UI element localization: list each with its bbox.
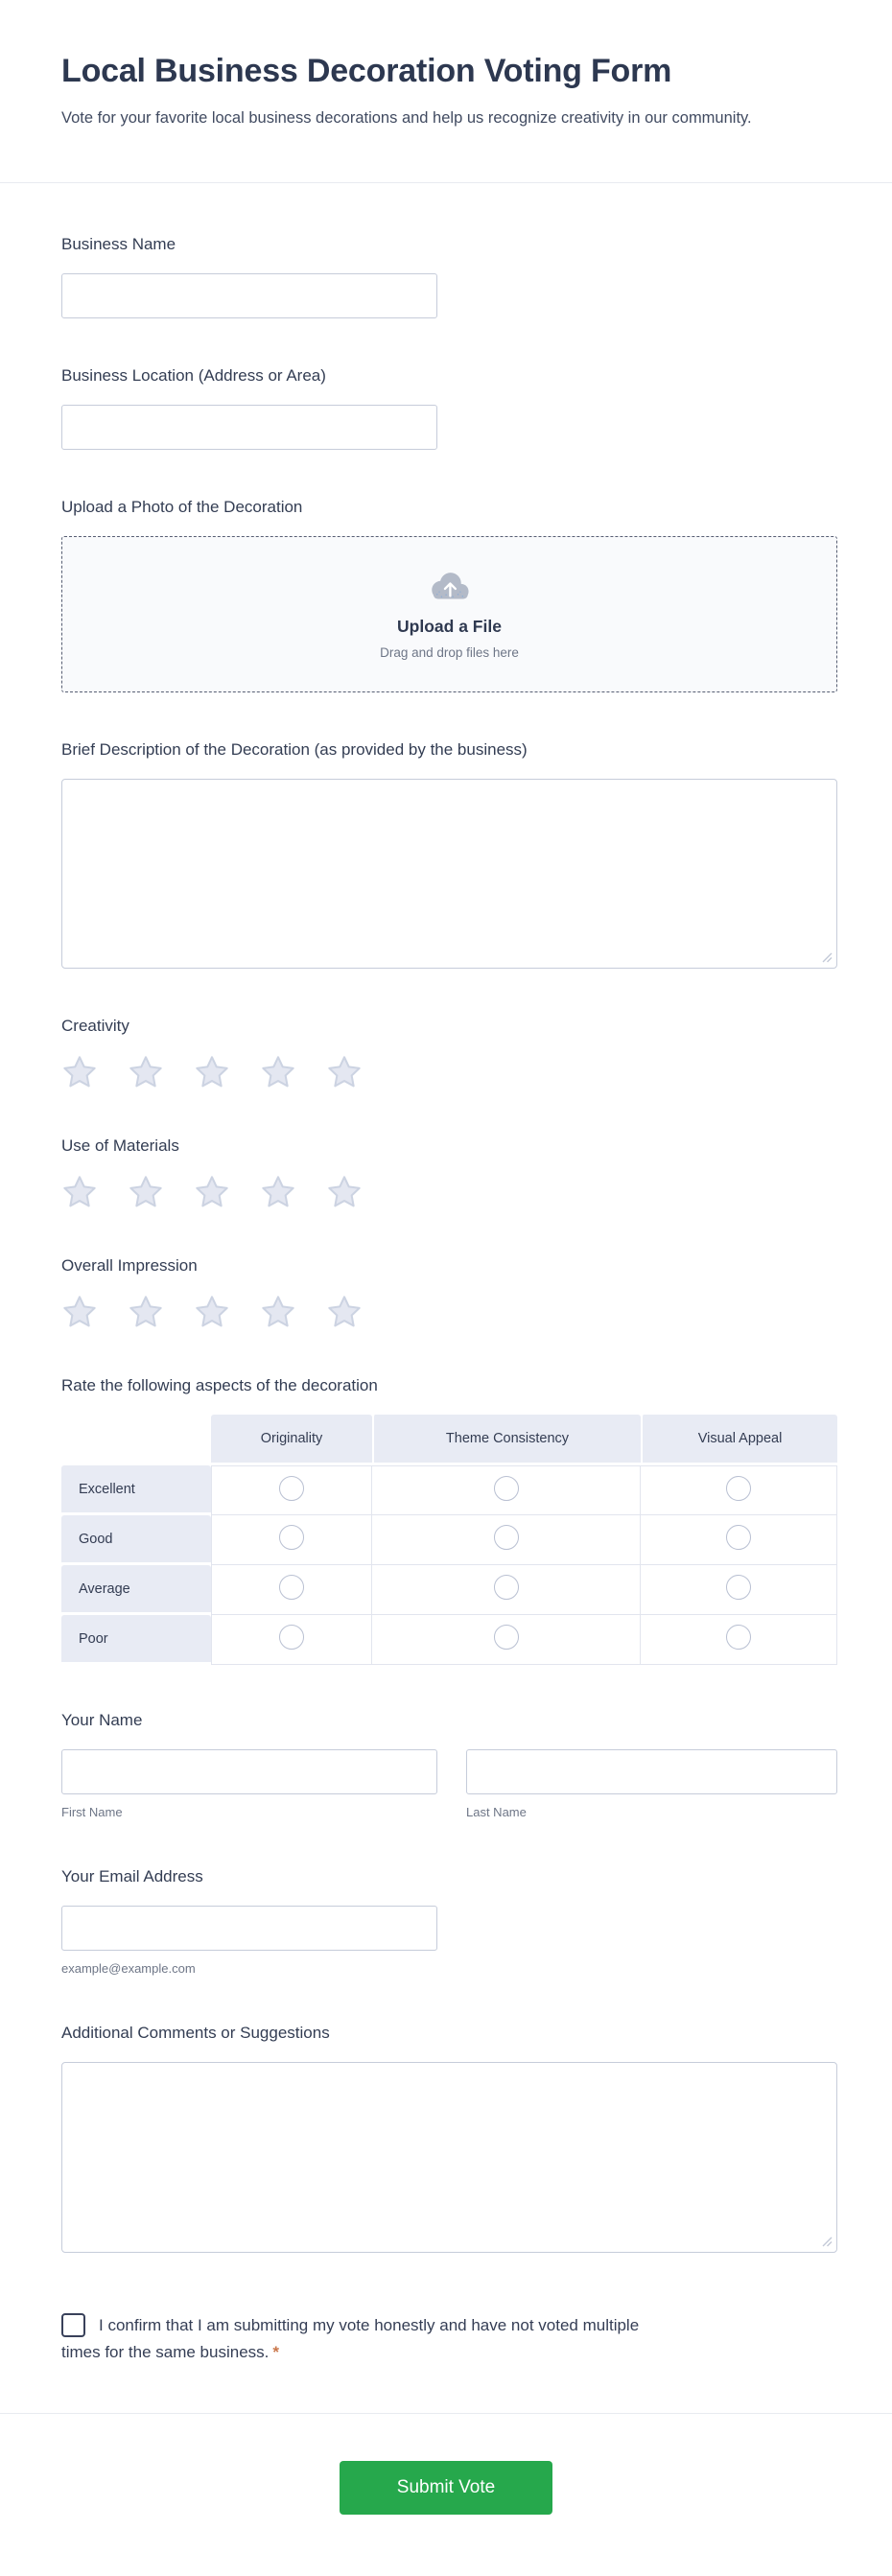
matrix-cell [372,1515,641,1565]
form-header [0,0,892,132]
confirm-text: I confirm that I am submitting my vote honestly and have not voted multiple times for the same business. [61,2316,640,2361]
business-name-input[interactable] [61,273,437,318]
business-location-label: Business Location (Address or Area) [61,366,326,385]
rating-overall-label: Overall Impression [61,1256,198,1275]
matrix-row-label: Good [61,1515,211,1565]
rating-matrix-table [61,1415,837,1665]
business-name-label: Business Name [61,235,176,253]
form-title: Local Business Decoration Voting Form [61,53,672,89]
comments-textarea[interactable] [61,2062,837,2253]
confirm-checkbox[interactable] [61,2313,85,2337]
submit-button[interactable]: Submit Vote [340,2461,552,2515]
comments-label: Additional Comments or Suggestions [61,2024,330,2042]
file-upload-dropzone[interactable] [61,536,837,692]
description-label: Brief Description of the Decoration (as provided by the business) [61,740,528,759]
star-icon[interactable] [326,1174,363,1210]
last-name-sublabel: Last Name [466,1805,527,1819]
email-label: Your Email Address [61,1867,203,1885]
star-icon[interactable] [61,1294,98,1330]
matrix-col-header: Visual Appeal [641,1415,837,1465]
matrix-cell [641,1565,837,1615]
matrix-row-label: Poor [61,1615,211,1665]
confirm-label [61,2312,675,2366]
star-rating-overall [61,1294,837,1330]
upload-file-label: Upload a File [397,617,502,636]
radio-button[interactable] [726,1525,751,1550]
your-name-label: Your Name [61,1711,143,1729]
matrix-col-header: Theme Consistency [372,1415,641,1465]
matrix-label: Rate the following aspects of the decoration [61,1376,378,1394]
email-sublabel: example@example.com [61,1961,196,1976]
matrix-header-row [61,1415,837,1465]
radio-button[interactable] [494,1525,519,1550]
matrix-cell [641,1615,837,1665]
star-icon[interactable] [326,1054,363,1090]
radio-button[interactable] [279,1625,304,1650]
radio-button[interactable] [279,1476,304,1501]
matrix-cell [211,1515,372,1565]
star-icon[interactable] [260,1054,296,1090]
field-business-location [61,366,837,450]
matrix-cell [641,1515,837,1565]
field-rating-creativity [61,1017,837,1090]
matrix-cell [641,1465,837,1515]
matrix-cell [372,1615,641,1665]
email-input[interactable] [61,1906,437,1951]
star-icon[interactable] [194,1174,230,1210]
matrix-row [61,1515,837,1565]
star-rating-creativity [61,1054,837,1090]
field-description [61,740,837,969]
matrix-col-header: Originality [211,1415,372,1465]
star-icon[interactable] [326,1294,363,1330]
first-name-sublabel: First Name [61,1805,123,1819]
matrix-cell [211,1615,372,1665]
star-icon[interactable] [128,1294,164,1330]
star-rating-materials [61,1174,837,1210]
upload-hint: Drag and drop files here [380,645,519,660]
matrix-body [61,1465,837,1665]
matrix-row-label: Average [61,1565,211,1615]
star-icon[interactable] [61,1174,98,1210]
field-comments [61,2024,837,2253]
first-name-column [61,1749,437,1819]
first-name-input[interactable] [61,1749,437,1794]
star-icon[interactable] [194,1294,230,1330]
field-your-name [61,1711,837,1819]
star-icon[interactable] [61,1054,98,1090]
form-subtitle: Vote for your favorite local business decorations and help us recognize creativity in our community. [61,109,752,127]
last-name-column [466,1749,837,1819]
star-icon[interactable] [194,1054,230,1090]
field-email [61,1867,837,1976]
matrix-cell [211,1565,372,1615]
field-matrix [61,1376,837,1665]
field-photo-upload [61,498,837,692]
matrix-cell [372,1565,641,1615]
rating-materials-label: Use of Materials [61,1136,179,1155]
radio-button[interactable] [494,1625,519,1650]
matrix-row [61,1615,837,1665]
description-textarea[interactable] [61,779,837,969]
field-business-name [61,235,837,318]
radio-button[interactable] [726,1575,751,1600]
last-name-input[interactable] [466,1749,837,1794]
field-rating-overall [61,1256,837,1330]
field-rating-materials [61,1136,837,1210]
radio-button[interactable] [279,1525,304,1550]
resize-handle-icon[interactable] [821,951,833,963]
field-confirm [61,2312,837,2366]
resize-handle-icon[interactable] [821,2236,833,2247]
radio-button[interactable] [726,1476,751,1501]
upload-cloud-icon [426,569,474,605]
radio-button[interactable] [494,1476,519,1501]
upload-label: Upload a Photo of the Decoration [61,498,303,516]
matrix-cell [372,1465,641,1515]
form-footer [0,2414,892,2564]
matrix-cell [211,1465,372,1515]
star-icon[interactable] [128,1174,164,1210]
radio-button[interactable] [726,1625,751,1650]
business-location-input[interactable] [61,405,437,450]
star-icon[interactable] [128,1054,164,1090]
matrix-row [61,1565,837,1615]
radio-button[interactable] [279,1575,304,1600]
form-body [0,183,892,2366]
rating-creativity-label: Creativity [61,1017,129,1035]
radio-button[interactable] [494,1575,519,1600]
matrix-row [61,1465,837,1515]
matrix-corner-cell [61,1415,211,1465]
required-asterisk: * [272,2343,279,2361]
star-icon[interactable] [260,1174,296,1210]
star-icon[interactable] [260,1294,296,1330]
matrix-row-label: Excellent [61,1465,211,1515]
